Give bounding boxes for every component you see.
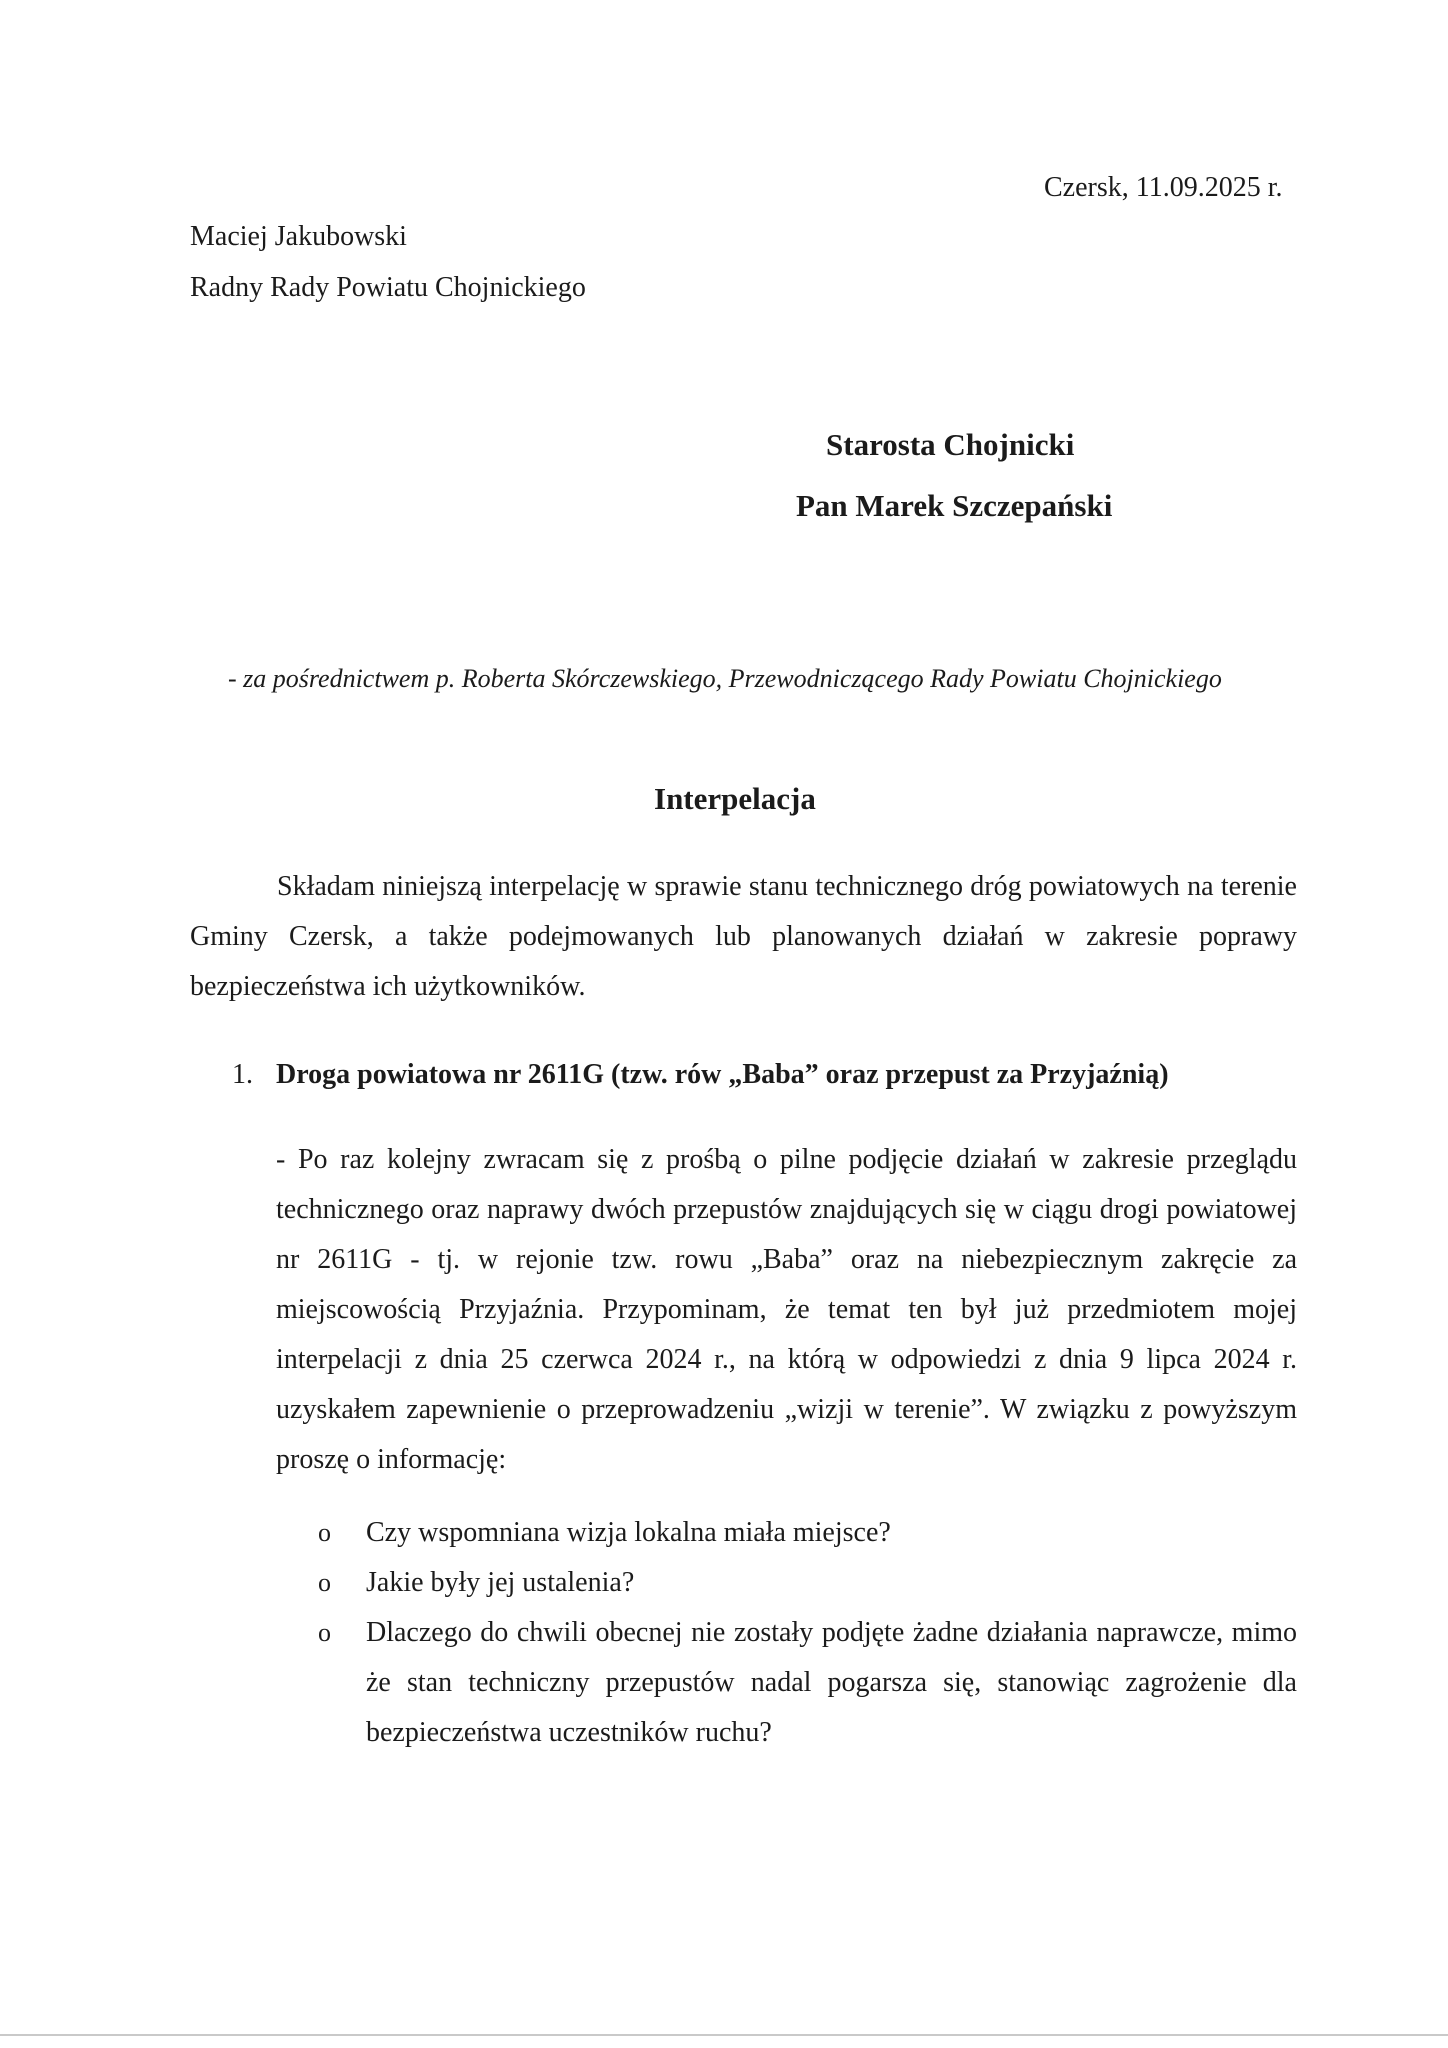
- recipient-line-2: Pan Marek Szczepański: [796, 488, 1113, 523]
- question-text: Czy wspomniana wizja lokalna miała miejsce?: [366, 1517, 891, 1548]
- question-text: Jakie były jej ustalenia?: [366, 1567, 635, 1598]
- list-item: [276, 1608, 1297, 1758]
- sender-name: Maciej Jakubowski: [190, 221, 407, 252]
- bullet-marker: o: [318, 1618, 331, 1647]
- document-title: Interpelacja: [654, 781, 816, 816]
- section-title: Droga powiatowa nr 2611G (tzw. rów „Baba” oraz przepust za Przyjaźnią): [276, 1059, 1169, 1090]
- question-list: [276, 1508, 1297, 1758]
- scan-edge-line: [0, 2034, 1448, 2036]
- list-item: [276, 1508, 1297, 1558]
- bullet-marker: o: [318, 1568, 331, 1597]
- section-number: 1.: [232, 1059, 253, 1090]
- intro-paragraph: Składam niniejszą interpelację w sprawie stanu technicznego dróg powiatowych na terenie Gminy Czersk, a także podejmowanych lub planowanych działań w zakresie poprawy bezpieczeństwa ich użytkowników.: [190, 871, 1297, 1002]
- list-item: [276, 1558, 1297, 1608]
- section-body: - Po raz kolejny zwracam się z prośbą o pilne podjęcie działań w zakresie przeglądu technicznego oraz naprawy dwóch przepustów znajdujących się w ciągu drogi powiatowej nr 2611G - tj. w rejonie tzw. rowu „Baba” oraz na niebezpiecznym zakręcie za miejscowością Przyjaźnia. Przypominam, że temat ten był już przedmiotem mojej interpelacji z dnia 25 czerwca 2024 r., na którą w odpowiedzi z dnia 9 lipca 2024 r. uzyskałem zapewnienie o przeprowadzeniu „wizji w terenie”. W związku z powyższym proszę o informację:: [276, 1144, 1297, 1475]
- bullet-marker: o: [318, 1518, 331, 1547]
- document-date: Czersk, 11.09.2025 r.: [1044, 172, 1283, 203]
- question-text: Dlaczego do chwili obecnej nie zostały podjęte żadne działania naprawcze, mimo że stan techniczny przepustów nadal pogarsza się, stanowiąc zagrożenie dla bezpieczeństwa uczestników ruchu?: [366, 1617, 1297, 1748]
- recipient-line-1: Starosta Chojnicki: [826, 427, 1075, 462]
- sender-title: Radny Rady Powiatu Chojnickiego: [190, 272, 586, 303]
- via-note: - za pośrednictwem p. Roberta Skórczewskiego, Przewodniczącego Rady Powiatu Chojnickiego: [228, 664, 1222, 693]
